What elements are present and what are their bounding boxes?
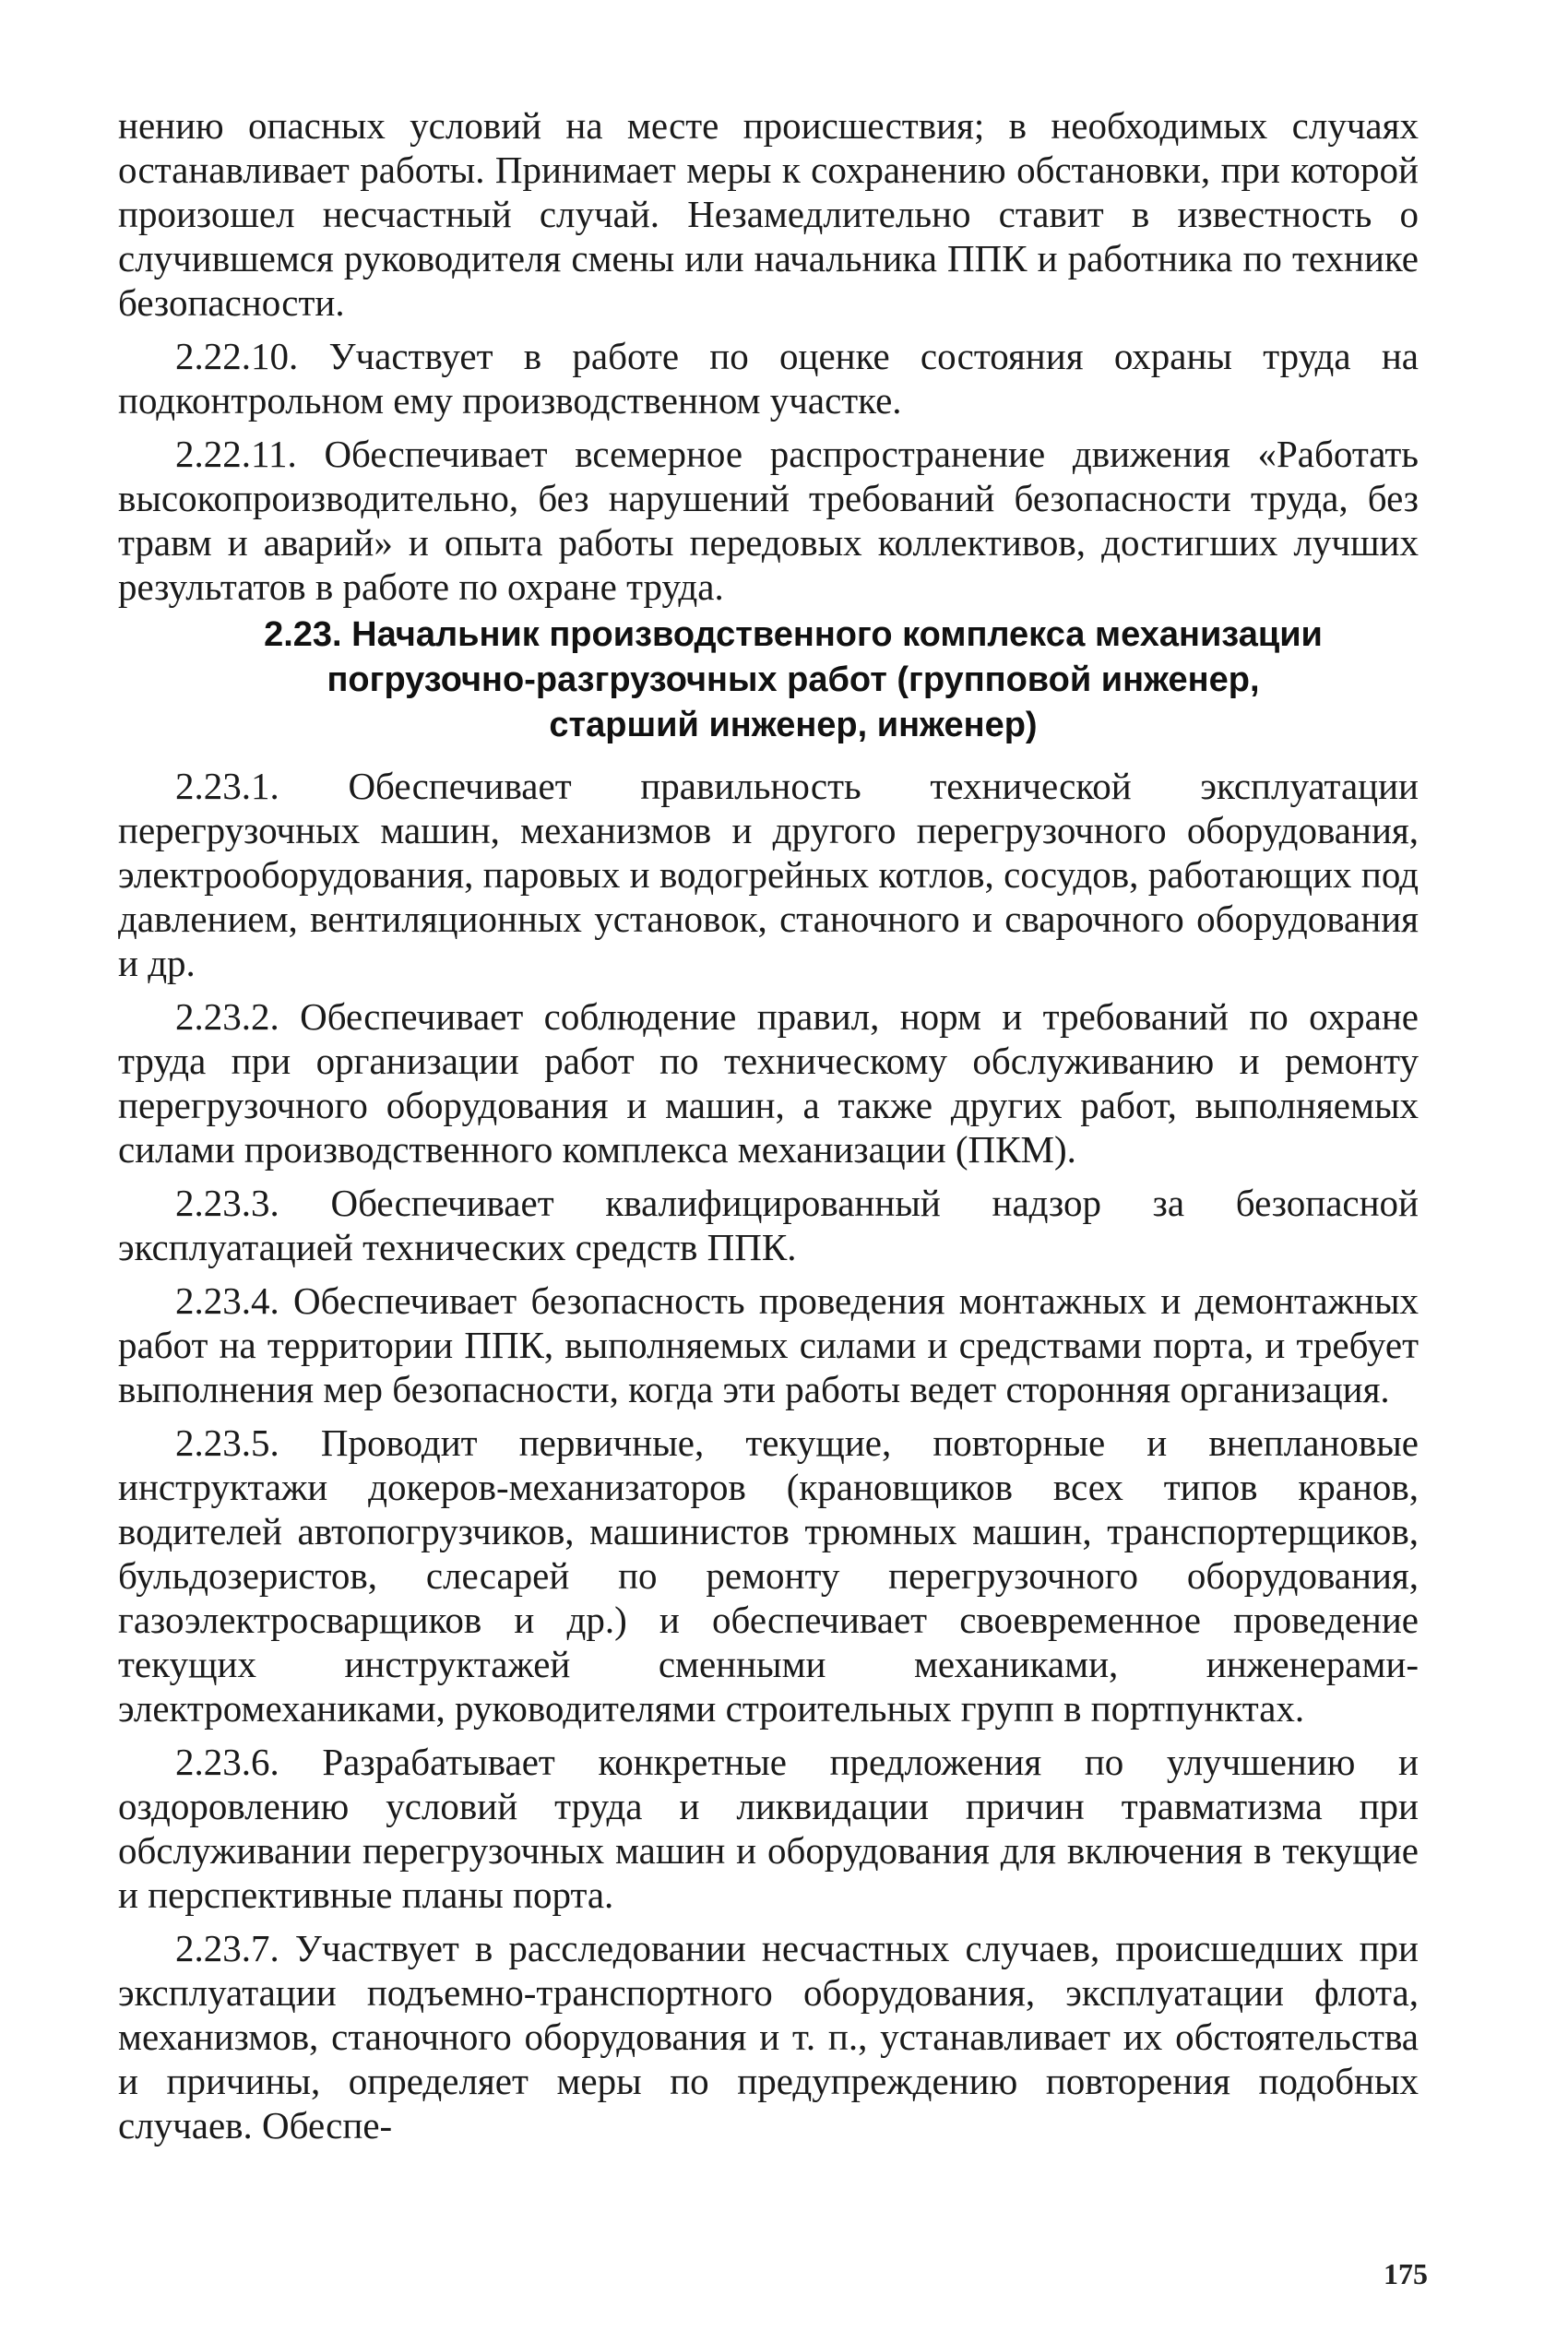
page-number: 175 — [1384, 2257, 1428, 2290]
paragraph-2-23-3: 2.23.3. Обеспечивает квалифицированный надзор за безопасной эксплуатацией технических средств ППК. — [118, 1182, 1419, 1268]
paragraph-2-23-6: 2.23.6. Разрабатывает конкретные предложения по улучшению и оздоровлению условий труда и ликвидации причин травматизма при обслуживании перегрузочных машин и оборудования для включения в текущие и перспективные планы порта. — [118, 1741, 1419, 1916]
paragraph-2-23-7: 2.23.7. Участвует в расследовании несчастных случаев, происшедших при эксплуатации подъемно-транспортного оборудования, эксплуатации флота, механизмов, станочного оборудования и т. п., устанавливает их обстоятельства и причины, определяет меры по предупреждению повторения подобных случаев. Обеспе- — [118, 1927, 1419, 2147]
section-heading-line-1: 2.23. Начальник производственного комплекса механизации — [264, 615, 1323, 654]
paragraph-2-23-2: 2.23.2. Обеспечивает соблюдение правил, норм и требований по охране труда при организации работ по техническому обслуживанию и ремонту перегрузочного оборудования и машин, а также других работ, выполняемых силами производственного комплекса механизации (ПКМ). — [118, 995, 1419, 1171]
section-heading-2-23 — [184, 612, 1402, 748]
continued-text-block — [118, 103, 1419, 618]
section-heading-line-3: старший инженер, инженер) — [549, 706, 1038, 744]
section-body — [118, 764, 1419, 2157]
paragraph-2-22-10: 2.22.10. Участвует в работе по оценке состояния охраны труда на подконтрольном ему производственном участке. — [118, 335, 1419, 422]
section-heading-line-2: погрузочно-разгрузочных работ (групповой инженер, — [327, 660, 1260, 699]
paragraph-2-23-1: 2.23.1. Обеспечивает правильность технической эксплуатации перегрузочных машин, механизмов и другого перегрузочного оборудования, электрооборудования, паровых и водогрейных котлов, сосудов, работающих под давлением, вентиляционных установок, станочного и сварочного оборудования и др. — [118, 765, 1419, 984]
paragraph-continuation: нению опасных условий на месте происшествия; в необходимых случаях останавливает работы. Принимает меры к сохранению обстановки, при которой произошел несчастный случай. Незамедлительно ставит в известность о случившемся руководителя смены или начальника ППК и работника по технике безопасности. — [118, 104, 1419, 324]
paragraph-2-23-5: 2.23.5. Проводит первичные, текущие, повторные и внеплановые инструктажи докеров-механизаторов (крановщиков всех типов кранов, водителей автопогрузчиков, машинистов трюмных машин, транспортерщиков, бульдозеристов, слесарей по ремонту перегрузочного оборудования, газоэлектросварщиков и др.) и обеспечивает своевременное проведение текущих инструктажей сменными механиками, инженерами-электромеханиками, руководителями строительных групп в портпунктах. — [118, 1421, 1419, 1730]
paragraph-2-22-11: 2.22.11. Обеспечивает всемерное распространение движения «Работать высокопроизводительно, без нарушений требований безопасности труда, без травм и аварий» и опыта работы передовых коллективов, достигших лучших результатов в работе по охране труда. — [118, 433, 1419, 608]
paragraph-2-23-4: 2.23.4. Обеспечивает безопасность проведения монтажных и демонтажных работ на территории ППК, выполняемых силами и средствами порта, и требует выполнения мер безопасности, когда эти работы ведет сторонняя организация. — [118, 1279, 1419, 1410]
